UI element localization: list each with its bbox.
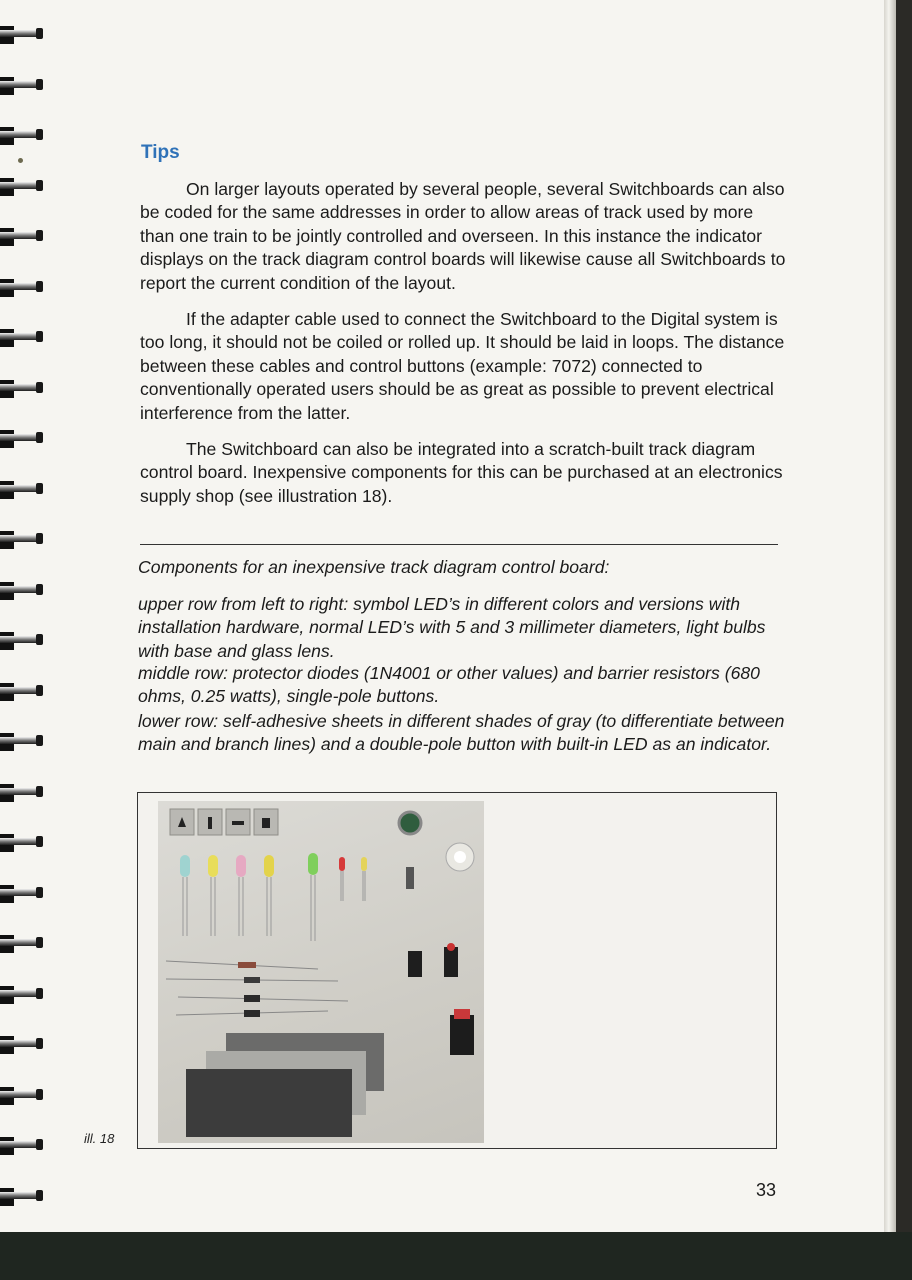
paragraph-3: The Switchboard can also be integrated into a scratch-built track diagram control board. Inexpensive components for this can be purchased at an electronics supply shop (see illustration 18). — [140, 439, 783, 506]
binding-coil — [0, 1137, 44, 1155]
spiral-binding — [0, 0, 44, 1232]
binding-coil — [0, 430, 44, 448]
gray-sheets — [186, 1033, 384, 1137]
caption-title: Components for an inexpensive track diagram control board: — [138, 557, 610, 577]
binding-coil — [0, 279, 44, 297]
caption-lower-row: lower row: self-adhesive sheets in different shades of gray (to differentiate between main and branch lines) and a double-pole button with built-in LED as an indicator. — [138, 711, 785, 755]
binding-coil — [0, 935, 44, 953]
binding-coil — [0, 77, 44, 95]
components-illustration — [158, 801, 484, 1143]
binding-coil — [0, 380, 44, 398]
binding-coil — [0, 784, 44, 802]
binding-coil — [0, 986, 44, 1004]
illustration-frame — [137, 792, 777, 1149]
page-number: 33 — [756, 1180, 777, 1200]
paper-speck — [18, 158, 23, 163]
double-pole-button — [450, 1009, 474, 1055]
binding-coil — [0, 733, 44, 751]
caption-upper-row: upper row from left to right: symbol LED’s in different colors and versions with installation hardware, normal LED’s with 5 and 3 millimeter diameters, light bulbs with base and glass lens. — [138, 594, 766, 661]
figure-label: ill. 18 — [84, 1131, 115, 1146]
binding-coil — [0, 178, 44, 196]
section-heading: Tips — [141, 142, 180, 163]
binding-coil — [0, 329, 44, 347]
paragraph-2: If the adapter cable used to connect the Switchboard to the Digital system is too long, it should not be coiled or rolled up. It should be laid in loops. The distance between these cables and control buttons (example: 7072) connected to conventionally operated users should be as great as possible to prevent electrical interference from the latter. — [140, 309, 785, 423]
binding-coil — [0, 531, 44, 549]
binding-coil — [0, 1087, 44, 1105]
caption-middle-row: middle row: protector diodes (1N4001 or other values) and barrier resistors (680 ohms, 0.25 watts), single-pole buttons. — [138, 663, 760, 707]
binding-coil — [0, 228, 44, 246]
binding-coil — [0, 26, 44, 44]
components-photo — [158, 801, 484, 1143]
binding-coil — [0, 1036, 44, 1054]
divider — [140, 544, 778, 545]
binding-coil — [0, 127, 44, 145]
diodes-resistors — [166, 961, 348, 1017]
binding-coil — [0, 885, 44, 903]
light-bulbs — [399, 812, 474, 889]
binding-coil — [0, 632, 44, 650]
binding-coil — [0, 1188, 44, 1206]
normal-leds — [180, 853, 367, 941]
background-shadow — [0, 1232, 912, 1280]
single-pole-buttons — [408, 943, 458, 977]
symbol-leds — [170, 809, 278, 835]
binding-coil — [0, 834, 44, 852]
binding-coil — [0, 683, 44, 701]
binding-coil — [0, 481, 44, 499]
binding-coil — [0, 582, 44, 600]
page-edge — [884, 0, 896, 1236]
paragraph-1: On larger layouts operated by several people, several Switchboards can also be coded for the same addresses in order to allow areas of track used by more than one train to be jointly controlled and overseen. In this instance the indicator displays on the track diagram control boards will likewise cause all Switchboards to report the current condition of the layout. — [140, 179, 786, 293]
